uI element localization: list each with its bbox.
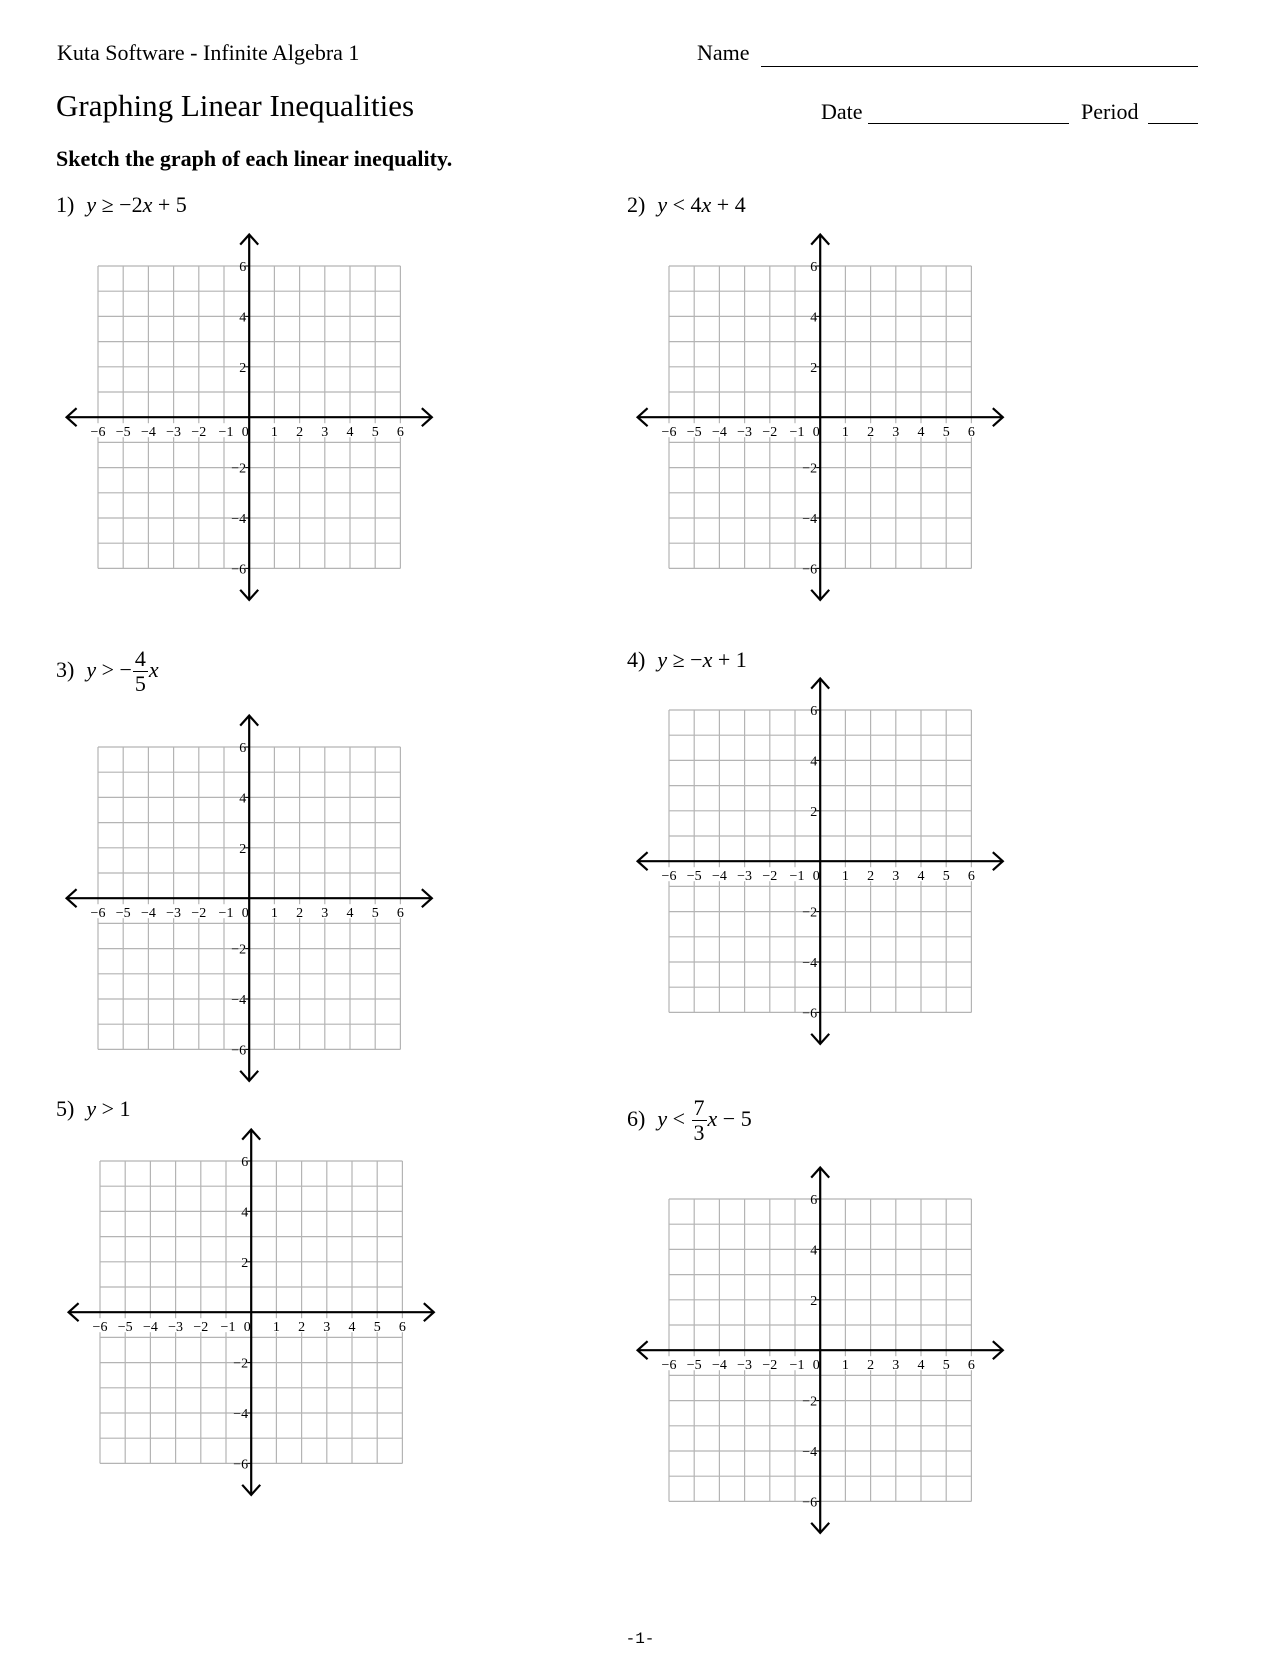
x-tick-label: −1 — [789, 1357, 805, 1373]
y-tick-label: 6 — [238, 259, 246, 275]
y-tick-label: −2 — [802, 461, 817, 477]
name-label: Name — [697, 40, 750, 65]
y-tick-label: −2 — [231, 461, 246, 477]
x-tick-label: 0 — [241, 424, 249, 440]
y-tick-label: −4 — [231, 992, 246, 1008]
x-tick-label: −3 — [736, 868, 752, 884]
y-tick-label: 2 — [238, 841, 246, 857]
x-tick-label: −6 — [661, 424, 677, 440]
x-tick-label: 5 — [373, 1319, 381, 1335]
problem-1 — [56, 192, 187, 218]
x-tick-label: −5 — [686, 1357, 702, 1373]
problem-3 — [56, 647, 159, 696]
date-label: Date — [821, 99, 863, 124]
y-tick-label: −4 — [802, 955, 817, 971]
y-tick-label: −4 — [233, 1406, 248, 1422]
x-tick-label: 2 — [295, 424, 303, 440]
y-tick-label: −6 — [802, 1495, 817, 1511]
x-tick-label: −3 — [736, 1357, 752, 1373]
y-tick-label: 2 — [240, 1255, 248, 1271]
page-title: Graphing Linear Inequalities — [56, 88, 415, 123]
x-tick-label: −2 — [762, 424, 778, 440]
problem-equation: y ≥ −2x + 5 — [86, 192, 187, 217]
x-tick-label: 3 — [321, 905, 329, 921]
x-tick-label: 4 — [346, 905, 354, 921]
problem-number: 4) — [627, 647, 646, 672]
y-tick-label: −2 — [802, 1394, 817, 1410]
y-tick-label: 6 — [240, 1154, 248, 1170]
problem-number: 2) — [627, 192, 646, 217]
x-tick-label: 6 — [967, 424, 975, 440]
page-number: -1- — [625, 1630, 655, 1648]
x-tick-label: −5 — [115, 424, 131, 440]
x-tick-label: 2 — [295, 905, 303, 921]
x-tick-label: 3 — [892, 424, 900, 440]
graph-2[interactable] — [629, 226, 1011, 608]
y-tick-label: −2 — [233, 1356, 248, 1372]
x-tick-label: 1 — [270, 424, 278, 440]
x-tick-label: −5 — [686, 868, 702, 884]
x-tick-label: 5 — [371, 905, 379, 921]
x-tick-label: 2 — [297, 1319, 305, 1335]
x-tick-label: 6 — [967, 868, 975, 884]
problem-6 — [627, 1096, 752, 1145]
x-tick-label: 1 — [272, 1319, 280, 1335]
x-tick-label: −6 — [90, 905, 106, 921]
x-tick-label: 5 — [942, 868, 950, 884]
y-tick-label: −6 — [231, 1043, 246, 1059]
y-tick-label: 4 — [809, 310, 817, 326]
problem-equation: y ≥ −x + 1 — [657, 647, 747, 672]
x-tick-label: −5 — [117, 1319, 133, 1335]
x-tick-label: 4 — [917, 1357, 925, 1373]
y-tick-label: 2 — [809, 804, 817, 820]
x-tick-label: 0 — [812, 868, 820, 884]
x-tick-label: −1 — [220, 1319, 236, 1335]
x-tick-label: −2 — [762, 868, 778, 884]
x-tick-label: −1 — [789, 868, 805, 884]
x-tick-label: 4 — [917, 424, 925, 440]
x-tick-label: 2 — [866, 424, 874, 440]
problem-number: 5) — [56, 1096, 75, 1121]
x-tick-label: −4 — [142, 1319, 158, 1335]
problem-2 — [627, 192, 746, 218]
x-tick-label: 6 — [398, 1319, 406, 1335]
instructions: Sketch the graph of each linear inequality. — [56, 146, 453, 171]
x-tick-label: −4 — [711, 1357, 727, 1373]
x-tick-label: −3 — [165, 905, 181, 921]
x-tick-label: 4 — [346, 424, 354, 440]
y-tick-label: 4 — [240, 1205, 248, 1221]
y-tick-label: −6 — [231, 562, 246, 578]
y-tick-label: 4 — [809, 754, 817, 770]
graph-1[interactable] — [58, 226, 440, 608]
y-tick-label: 6 — [809, 1192, 817, 1208]
graph-6[interactable] — [629, 1159, 1011, 1541]
y-tick-label: 2 — [809, 360, 817, 376]
problem-equation: y > − $\frac{4}{5}$ x — [86, 646, 159, 696]
x-tick-label: −3 — [165, 424, 181, 440]
x-tick-label: −4 — [140, 424, 156, 440]
y-tick-label: 2 — [238, 360, 246, 376]
x-tick-label: −2 — [193, 1319, 209, 1335]
y-tick-label: −6 — [802, 562, 817, 578]
y-tick-label: −4 — [802, 511, 817, 527]
x-tick-label: 6 — [396, 905, 404, 921]
x-tick-label: −1 — [789, 424, 805, 440]
x-tick-label: −4 — [140, 905, 156, 921]
problem-equation: y < 4x + 4 — [657, 192, 746, 217]
period-label: Period — [1081, 99, 1139, 124]
period-field[interactable] — [1148, 123, 1198, 124]
x-tick-label: 0 — [812, 1357, 820, 1373]
x-tick-label: −2 — [191, 905, 207, 921]
x-tick-label: −2 — [762, 1357, 778, 1373]
x-tick-label: 1 — [841, 868, 849, 884]
publisher-label: Kuta Software - Infinite Algebra 1 — [57, 40, 360, 65]
y-tick-label: −2 — [231, 942, 246, 958]
x-tick-label: −1 — [218, 905, 234, 921]
x-tick-label: 0 — [243, 1319, 251, 1335]
x-tick-label: 6 — [967, 1357, 975, 1373]
x-tick-label: −5 — [115, 905, 131, 921]
graph-4[interactable] — [629, 670, 1011, 1052]
x-tick-label: −4 — [711, 424, 727, 440]
problem-number: 1) — [56, 192, 75, 217]
x-tick-label: 1 — [841, 1357, 849, 1373]
x-tick-label: 3 — [323, 1319, 331, 1335]
x-tick-label: −6 — [661, 1357, 677, 1373]
x-tick-label: −2 — [191, 424, 207, 440]
x-tick-label: −3 — [736, 424, 752, 440]
x-tick-label: −6 — [92, 1319, 108, 1335]
x-tick-label: −5 — [686, 424, 702, 440]
y-tick-label: 4 — [809, 1243, 817, 1259]
x-tick-label: 5 — [942, 1357, 950, 1373]
x-tick-label: −6 — [661, 868, 677, 884]
x-tick-label: −6 — [90, 424, 106, 440]
fraction: $\frac{7}{3}$ — [693, 1095, 705, 1145]
x-tick-label: 5 — [371, 424, 379, 440]
x-tick-label: 1 — [841, 424, 849, 440]
y-tick-label: −6 — [233, 1457, 248, 1473]
x-tick-label: 3 — [892, 1357, 900, 1373]
x-tick-label: 4 — [348, 1319, 356, 1335]
x-tick-label: 3 — [321, 424, 329, 440]
graph-5[interactable] — [60, 1121, 442, 1503]
problem-equation: y < $\frac{7}{3}$ x − 5 — [657, 1095, 752, 1145]
x-tick-label: −1 — [218, 424, 234, 440]
x-tick-label: −3 — [167, 1319, 183, 1335]
y-tick-label: 6 — [809, 703, 817, 719]
x-tick-label: 2 — [866, 1357, 874, 1373]
y-tick-label: −2 — [802, 905, 817, 921]
x-tick-label: 4 — [917, 868, 925, 884]
y-tick-label: 6 — [238, 740, 246, 756]
x-tick-label: 2 — [866, 868, 874, 884]
x-tick-label: −4 — [711, 868, 727, 884]
y-tick-label: 4 — [238, 310, 246, 326]
problem-number: 6) — [627, 1105, 646, 1131]
x-tick-label: 6 — [396, 424, 404, 440]
fraction: $\frac{4}{5}$ — [134, 646, 146, 696]
y-tick-label: −4 — [802, 1444, 817, 1460]
name-field[interactable] — [761, 66, 1198, 67]
problem-number: 3) — [56, 656, 75, 682]
y-tick-label: −4 — [231, 511, 246, 527]
y-tick-label: 2 — [809, 1293, 817, 1309]
date-field[interactable] — [868, 123, 1069, 124]
x-tick-label: 3 — [892, 868, 900, 884]
x-tick-label: 5 — [942, 424, 950, 440]
x-tick-label: 0 — [812, 424, 820, 440]
y-tick-label: 4 — [238, 791, 246, 807]
x-tick-label: 1 — [270, 905, 278, 921]
y-tick-label: −6 — [802, 1006, 817, 1022]
problem-equation: y > 1 — [86, 1096, 131, 1121]
graph-3[interactable] — [58, 707, 440, 1089]
problem-5 — [56, 1096, 131, 1122]
y-tick-label: 6 — [809, 259, 817, 275]
x-tick-label: 0 — [241, 905, 249, 921]
